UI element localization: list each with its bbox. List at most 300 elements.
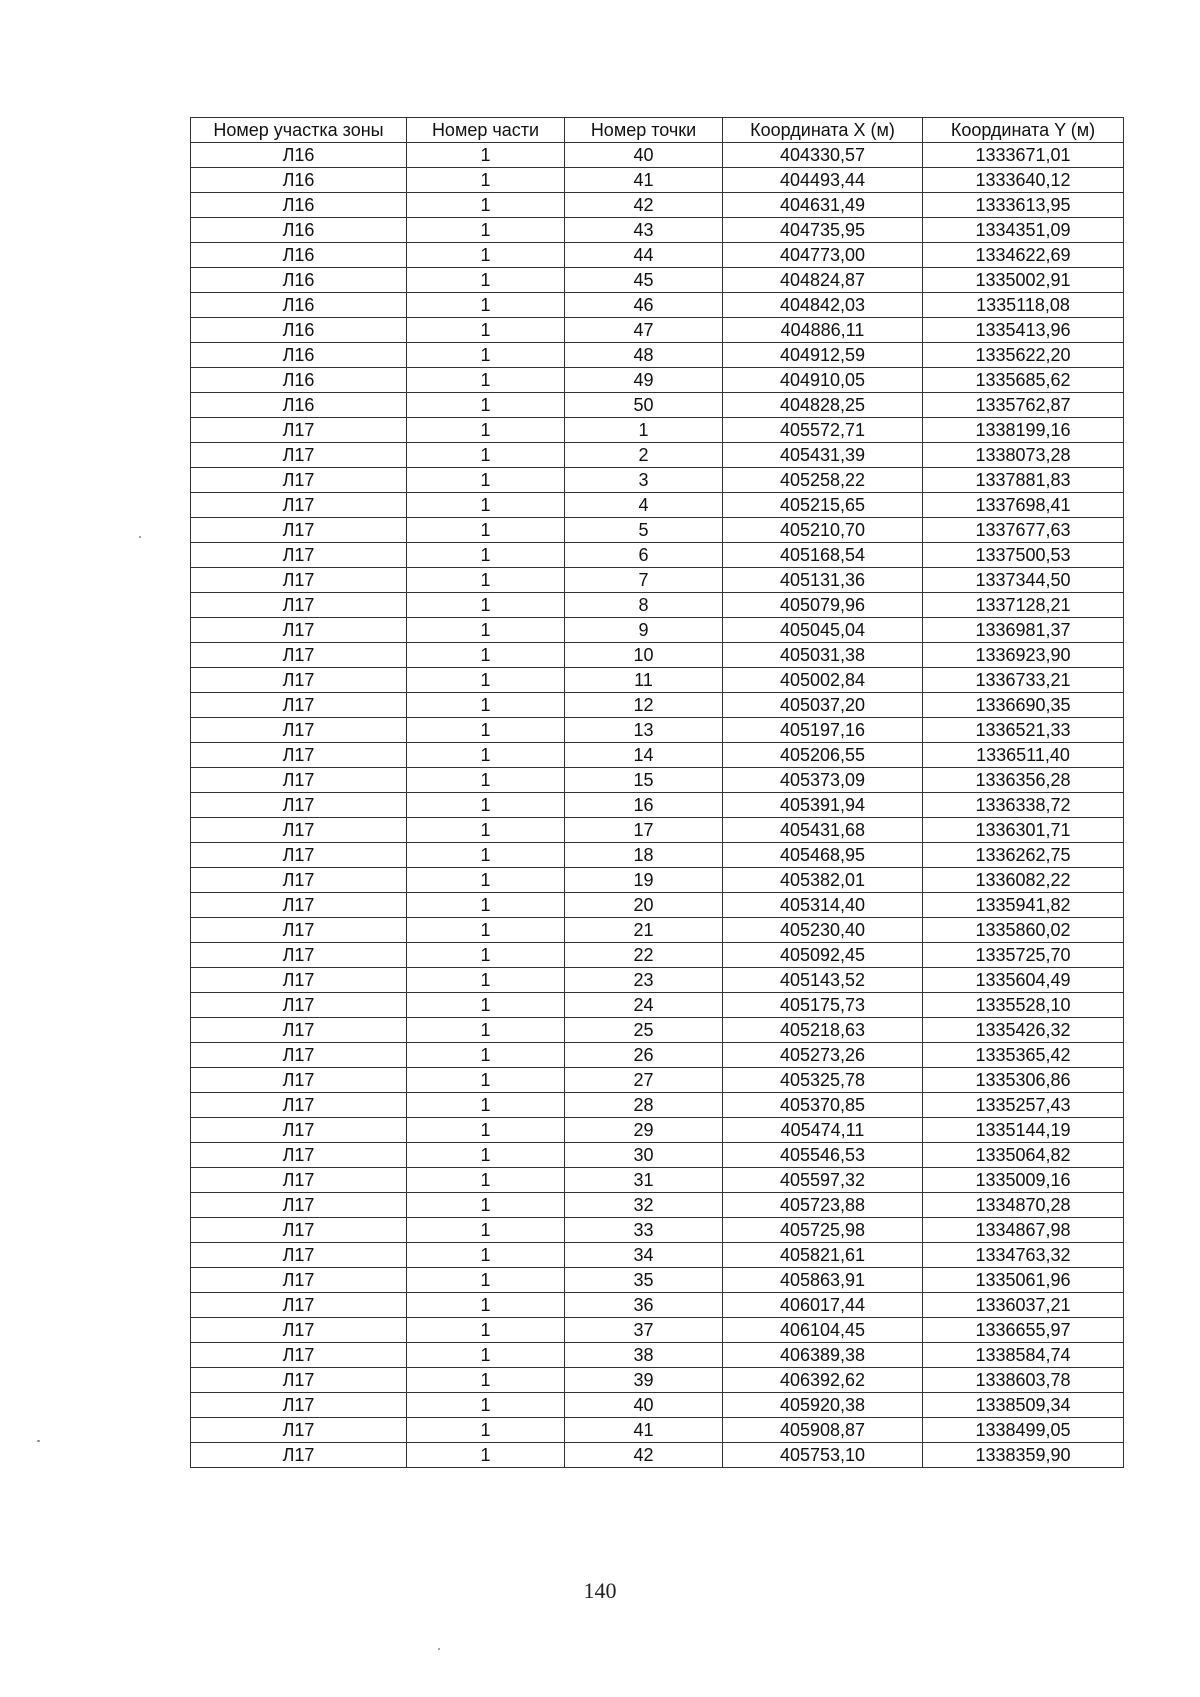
cell-part-number: 1 [407,1293,565,1318]
cell-zone-section: Л17 [191,1443,407,1468]
table-row [191,1293,1124,1318]
cell-point-number: 2 [565,443,723,468]
cell-zone-section: Л16 [191,393,407,418]
cell-point-number: 37 [565,1318,723,1343]
cell-coordinate-y: 1335413,96 [923,318,1124,343]
cell-zone-section: Л17 [191,818,407,843]
cell-coordinate-y: 1337500,53 [923,543,1124,568]
cell-coordinate-y: 1334867,98 [923,1218,1124,1243]
cell-zone-section: Л17 [191,1193,407,1218]
cell-coordinate-y: 1334622,69 [923,243,1124,268]
cell-point-number: 46 [565,293,723,318]
cell-point-number: 24 [565,993,723,1018]
cell-zone-section: Л16 [191,343,407,368]
cell-part-number: 1 [407,1368,565,1393]
cell-point-number: 1 [565,418,723,443]
cell-part-number: 1 [407,993,565,1018]
cell-zone-section: Л16 [191,293,407,318]
cell-coordinate-x: 404886,11 [723,318,923,343]
table-row [191,818,1124,843]
cell-point-number: 42 [565,193,723,218]
coordinates-table [190,117,1124,1468]
cell-coordinate-y: 1338199,16 [923,418,1124,443]
cell-point-number: 14 [565,743,723,768]
cell-zone-section: Л16 [191,268,407,293]
cell-part-number: 1 [407,793,565,818]
cell-part-number: 1 [407,968,565,993]
cell-point-number: 7 [565,568,723,593]
cell-part-number: 1 [407,293,565,318]
cell-zone-section: Л17 [191,593,407,618]
table-row [191,418,1124,443]
table-row [191,1168,1124,1193]
cell-coordinate-y: 1336733,21 [923,668,1124,693]
cell-zone-section: Л16 [191,243,407,268]
cell-part-number: 1 [407,918,565,943]
cell-point-number: 48 [565,343,723,368]
cell-point-number: 41 [565,168,723,193]
cell-coordinate-y: 1338359,90 [923,1443,1124,1468]
cell-point-number: 32 [565,1193,723,1218]
header-point-number: Номер точки [565,118,723,143]
cell-coordinate-x: 405206,55 [723,743,923,768]
cell-zone-section: Л17 [191,418,407,443]
cell-coordinate-y: 1336521,33 [923,718,1124,743]
cell-part-number: 1 [407,768,565,793]
cell-zone-section: Л17 [191,1143,407,1168]
cell-coordinate-y: 1335002,91 [923,268,1124,293]
cell-coordinate-y: 1335144,19 [923,1118,1124,1143]
cell-zone-section: Л17 [191,1318,407,1343]
cell-part-number: 1 [407,843,565,868]
table-row [191,318,1124,343]
table-row [191,393,1124,418]
cell-coordinate-y: 1335725,70 [923,943,1124,968]
cell-coordinate-y: 1336356,28 [923,768,1124,793]
cell-coordinate-x: 404493,44 [723,168,923,193]
cell-zone-section: Л17 [191,493,407,518]
cell-part-number: 1 [407,418,565,443]
cell-part-number: 1 [407,1193,565,1218]
cell-coordinate-y: 1335762,87 [923,393,1124,418]
cell-zone-section: Л17 [191,1243,407,1268]
cell-coordinate-x: 406017,44 [723,1293,923,1318]
cell-coordinate-y: 1333640,12 [923,168,1124,193]
cell-part-number: 1 [407,668,565,693]
cell-coordinate-y: 1338603,78 [923,1368,1124,1393]
table-row [191,343,1124,368]
cell-part-number: 1 [407,943,565,968]
table-row [191,193,1124,218]
cell-part-number: 1 [407,193,565,218]
cell-zone-section: Л17 [191,793,407,818]
cell-zone-section: Л17 [191,843,407,868]
cell-part-number: 1 [407,218,565,243]
cell-zone-section: Л17 [191,743,407,768]
cell-point-number: 10 [565,643,723,668]
cell-coordinate-x: 405258,22 [723,468,923,493]
cell-point-number: 15 [565,768,723,793]
cell-coordinate-y: 1336690,35 [923,693,1124,718]
cell-part-number: 1 [407,368,565,393]
cell-coordinate-x: 405092,45 [723,943,923,968]
cell-coordinate-y: 1337698,41 [923,493,1124,518]
cell-point-number: 38 [565,1343,723,1368]
cell-zone-section: Л17 [191,1368,407,1393]
cell-coordinate-x: 404631,49 [723,193,923,218]
table-row [191,518,1124,543]
table-row [191,1093,1124,1118]
cell-zone-section: Л17 [191,518,407,543]
cell-coordinate-x: 405431,39 [723,443,923,468]
table-row [191,693,1124,718]
cell-coordinate-y: 1335306,86 [923,1068,1124,1093]
cell-point-number: 39 [565,1368,723,1393]
cell-part-number: 1 [407,1243,565,1268]
cell-coordinate-x: 405920,38 [723,1393,923,1418]
header-coordinate-y: Координата Y (м) [923,118,1124,143]
cell-part-number: 1 [407,1218,565,1243]
cell-zone-section: Л17 [191,968,407,993]
table-row [191,918,1124,943]
table-row [191,243,1124,268]
cell-zone-section: Л17 [191,718,407,743]
table-row [191,568,1124,593]
cell-part-number: 1 [407,743,565,768]
cell-part-number: 1 [407,168,565,193]
cell-point-number: 8 [565,593,723,618]
cell-part-number: 1 [407,1268,565,1293]
cell-coordinate-x: 405314,40 [723,893,923,918]
cell-point-number: 49 [565,368,723,393]
cell-coordinate-x: 405546,53 [723,1143,923,1168]
cell-coordinate-x: 405002,84 [723,668,923,693]
cell-point-number: 36 [565,1293,723,1318]
cell-coordinate-x: 405431,68 [723,818,923,843]
cell-point-number: 12 [565,693,723,718]
cell-coordinate-x: 405382,01 [723,868,923,893]
cell-coordinate-x: 405045,04 [723,618,923,643]
cell-coordinate-x: 405218,63 [723,1018,923,1043]
cell-point-number: 41 [565,1418,723,1443]
table-row [191,843,1124,868]
cell-zone-section: Л17 [191,618,407,643]
table-body [191,143,1124,1468]
cell-coordinate-y: 1338509,34 [923,1393,1124,1418]
cell-coordinate-y: 1335064,82 [923,1143,1124,1168]
cell-part-number: 1 [407,268,565,293]
cell-part-number: 1 [407,393,565,418]
cell-part-number: 1 [407,1418,565,1443]
cell-point-number: 13 [565,718,723,743]
cell-part-number: 1 [407,1043,565,1068]
table-row [191,1043,1124,1068]
cell-coordinate-y: 1336082,22 [923,868,1124,893]
cell-point-number: 22 [565,943,723,968]
cell-part-number: 1 [407,468,565,493]
cell-point-number: 3 [565,468,723,493]
cell-coordinate-x: 405031,38 [723,643,923,668]
cell-zone-section: Л17 [191,543,407,568]
cell-part-number: 1 [407,518,565,543]
table-row [191,893,1124,918]
table-row [191,1368,1124,1393]
cell-point-number: 18 [565,843,723,868]
cell-point-number: 50 [565,393,723,418]
cell-zone-section: Л16 [191,193,407,218]
cell-part-number: 1 [407,693,565,718]
cell-point-number: 44 [565,243,723,268]
cell-coordinate-x: 404910,05 [723,368,923,393]
cell-coordinate-y: 1334763,32 [923,1243,1124,1268]
cell-coordinate-x: 405725,98 [723,1218,923,1243]
cell-point-number: 5 [565,518,723,543]
cell-coordinate-y: 1333613,95 [923,193,1124,218]
cell-coordinate-y: 1335604,49 [923,968,1124,993]
cell-point-number: 29 [565,1118,723,1143]
cell-coordinate-x: 405197,16 [723,718,923,743]
table-row [191,543,1124,568]
cell-coordinate-x: 406104,45 [723,1318,923,1343]
cell-part-number: 1 [407,643,565,668]
table-row [191,218,1124,243]
cell-part-number: 1 [407,1393,565,1418]
cell-coordinate-y: 1338073,28 [923,443,1124,468]
cell-point-number: 43 [565,218,723,243]
cell-coordinate-y: 1335061,96 [923,1268,1124,1293]
table-row [191,668,1124,693]
cell-coordinate-x: 405597,32 [723,1168,923,1193]
cell-part-number: 1 [407,1018,565,1043]
cell-zone-section: Л17 [191,943,407,968]
table-row [191,293,1124,318]
cell-coordinate-x: 404330,57 [723,143,923,168]
cell-coordinate-x: 405230,40 [723,918,923,943]
cell-part-number: 1 [407,543,565,568]
cell-zone-section: Л17 [191,668,407,693]
cell-coordinate-y: 1334351,09 [923,218,1124,243]
cell-part-number: 1 [407,1118,565,1143]
cell-zone-section: Л16 [191,318,407,343]
cell-zone-section: Л16 [191,168,407,193]
cell-coordinate-y: 1336037,21 [923,1293,1124,1318]
table-row [191,593,1124,618]
cell-coordinate-x: 404773,00 [723,243,923,268]
cell-coordinate-y: 1335685,62 [923,368,1124,393]
table-row [191,143,1124,168]
cell-zone-section: Л17 [191,1043,407,1068]
cell-coordinate-x: 405468,95 [723,843,923,868]
cell-point-number: 11 [565,668,723,693]
cell-coordinate-x: 405572,71 [723,418,923,443]
cell-coordinate-x: 405821,61 [723,1243,923,1268]
table-row [191,993,1124,1018]
cell-coordinate-y: 1335622,20 [923,343,1124,368]
cell-coordinate-x: 405325,78 [723,1068,923,1093]
cell-zone-section: Л16 [191,368,407,393]
table-row [191,743,1124,768]
cell-coordinate-y: 1336262,75 [923,843,1124,868]
cell-coordinate-y: 1337344,50 [923,568,1124,593]
cell-point-number: 47 [565,318,723,343]
cell-point-number: 28 [565,1093,723,1118]
cell-coordinate-x: 405723,88 [723,1193,923,1218]
cell-coordinate-y: 1335009,16 [923,1168,1124,1193]
cell-coordinate-x: 405273,26 [723,1043,923,1068]
cell-point-number: 19 [565,868,723,893]
table-row [191,1268,1124,1293]
cell-coordinate-y: 1335118,08 [923,293,1124,318]
table-row [191,793,1124,818]
cell-coordinate-x: 405175,73 [723,993,923,1018]
table-row [191,1343,1124,1368]
cell-part-number: 1 [407,1318,565,1343]
cell-part-number: 1 [407,1343,565,1368]
cell-coordinate-x: 405474,11 [723,1118,923,1143]
cell-coordinate-x: 404735,95 [723,218,923,243]
cell-part-number: 1 [407,718,565,743]
cell-part-number: 1 [407,893,565,918]
table-row [191,1143,1124,1168]
cell-part-number: 1 [407,1068,565,1093]
cell-point-number: 42 [565,1443,723,1468]
cell-point-number: 16 [565,793,723,818]
cell-coordinate-y: 1337881,83 [923,468,1124,493]
cell-zone-section: Л17 [191,1168,407,1193]
cell-coordinate-y: 1335860,02 [923,918,1124,943]
cell-coordinate-y: 1336655,97 [923,1318,1124,1343]
cell-part-number: 1 [407,343,565,368]
cell-coordinate-x: 404824,87 [723,268,923,293]
table-row [191,718,1124,743]
cell-zone-section: Л16 [191,218,407,243]
cell-coordinate-y: 1336511,40 [923,743,1124,768]
scan-speck [438,1648,440,1650]
cell-coordinate-y: 1336301,71 [923,818,1124,843]
cell-coordinate-x: 406389,38 [723,1343,923,1368]
cell-zone-section: Л17 [191,1068,407,1093]
cell-zone-section: Л17 [191,993,407,1018]
cell-point-number: 9 [565,618,723,643]
table-row [191,168,1124,193]
table-row [191,1193,1124,1218]
table-row [191,1218,1124,1243]
cell-coordinate-x: 405908,87 [723,1418,923,1443]
cell-coordinate-y: 1333671,01 [923,143,1124,168]
cell-part-number: 1 [407,493,565,518]
cell-point-number: 6 [565,543,723,568]
table-row [191,1418,1124,1443]
cell-coordinate-x: 405215,65 [723,493,923,518]
cell-coordinate-y: 1335426,32 [923,1018,1124,1043]
cell-coordinate-y: 1336923,90 [923,643,1124,668]
table-row [191,643,1124,668]
cell-part-number: 1 [407,143,565,168]
cell-coordinate-x: 405131,36 [723,568,923,593]
cell-zone-section: Л17 [191,1118,407,1143]
cell-part-number: 1 [407,818,565,843]
cell-point-number: 30 [565,1143,723,1168]
cell-coordinate-y: 1335257,43 [923,1093,1124,1118]
cell-coordinate-y: 1335365,42 [923,1043,1124,1068]
cell-coordinate-x: 406392,62 [723,1368,923,1393]
cell-coordinate-x: 404842,03 [723,293,923,318]
cell-point-number: 35 [565,1268,723,1293]
cell-coordinate-x: 405168,54 [723,543,923,568]
cell-coordinate-y: 1337128,21 [923,593,1124,618]
cell-coordinate-y: 1335528,10 [923,993,1124,1018]
cell-zone-section: Л17 [191,868,407,893]
cell-zone-section: Л17 [191,568,407,593]
cell-coordinate-x: 405143,52 [723,968,923,993]
cell-zone-section: Л17 [191,1268,407,1293]
cell-point-number: 34 [565,1243,723,1268]
header-part-number: Номер части [407,118,565,143]
cell-coordinate-x: 405391,94 [723,793,923,818]
cell-coordinate-y: 1334870,28 [923,1193,1124,1218]
cell-part-number: 1 [407,618,565,643]
cell-zone-section: Л17 [191,1018,407,1043]
cell-coordinate-y: 1337677,63 [923,518,1124,543]
cell-part-number: 1 [407,443,565,468]
cell-part-number: 1 [407,593,565,618]
table-row [191,1318,1124,1343]
cell-zone-section: Л17 [191,468,407,493]
table-row [191,968,1124,993]
cell-point-number: 4 [565,493,723,518]
cell-part-number: 1 [407,1093,565,1118]
cell-point-number: 45 [565,268,723,293]
table-row [191,943,1124,968]
cell-zone-section: Л17 [191,643,407,668]
cell-point-number: 21 [565,918,723,943]
cell-coordinate-x: 404912,59 [723,343,923,368]
cell-part-number: 1 [407,1143,565,1168]
cell-coordinate-x: 405370,85 [723,1093,923,1118]
cell-point-number: 20 [565,893,723,918]
cell-coordinate-y: 1335941,82 [923,893,1124,918]
cell-point-number: 40 [565,1393,723,1418]
cell-point-number: 26 [565,1043,723,1068]
table-row [191,1243,1124,1268]
table-row [191,618,1124,643]
cell-point-number: 31 [565,1168,723,1193]
table-row [191,493,1124,518]
cell-coordinate-x: 405037,20 [723,693,923,718]
cell-zone-section: Л17 [191,1293,407,1318]
table-row [191,468,1124,493]
header-zone-section: Номер участка зоны [191,118,407,143]
cell-part-number: 1 [407,243,565,268]
cell-point-number: 25 [565,1018,723,1043]
cell-zone-section: Л17 [191,1418,407,1443]
cell-coordinate-y: 1338584,74 [923,1343,1124,1368]
table-row [191,1443,1124,1468]
table-row [191,1393,1124,1418]
cell-zone-section: Л17 [191,443,407,468]
table-row [191,368,1124,393]
page-number: 140 [583,1578,617,1603]
cell-part-number: 1 [407,1443,565,1468]
cell-coordinate-y: 1336338,72 [923,793,1124,818]
cell-coordinate-x: 405210,70 [723,518,923,543]
cell-zone-section: Л17 [191,1393,407,1418]
cell-zone-section: Л17 [191,893,407,918]
table-row [191,868,1124,893]
cell-point-number: 40 [565,143,723,168]
scan-speck [139,536,141,538]
cell-point-number: 33 [565,1218,723,1243]
